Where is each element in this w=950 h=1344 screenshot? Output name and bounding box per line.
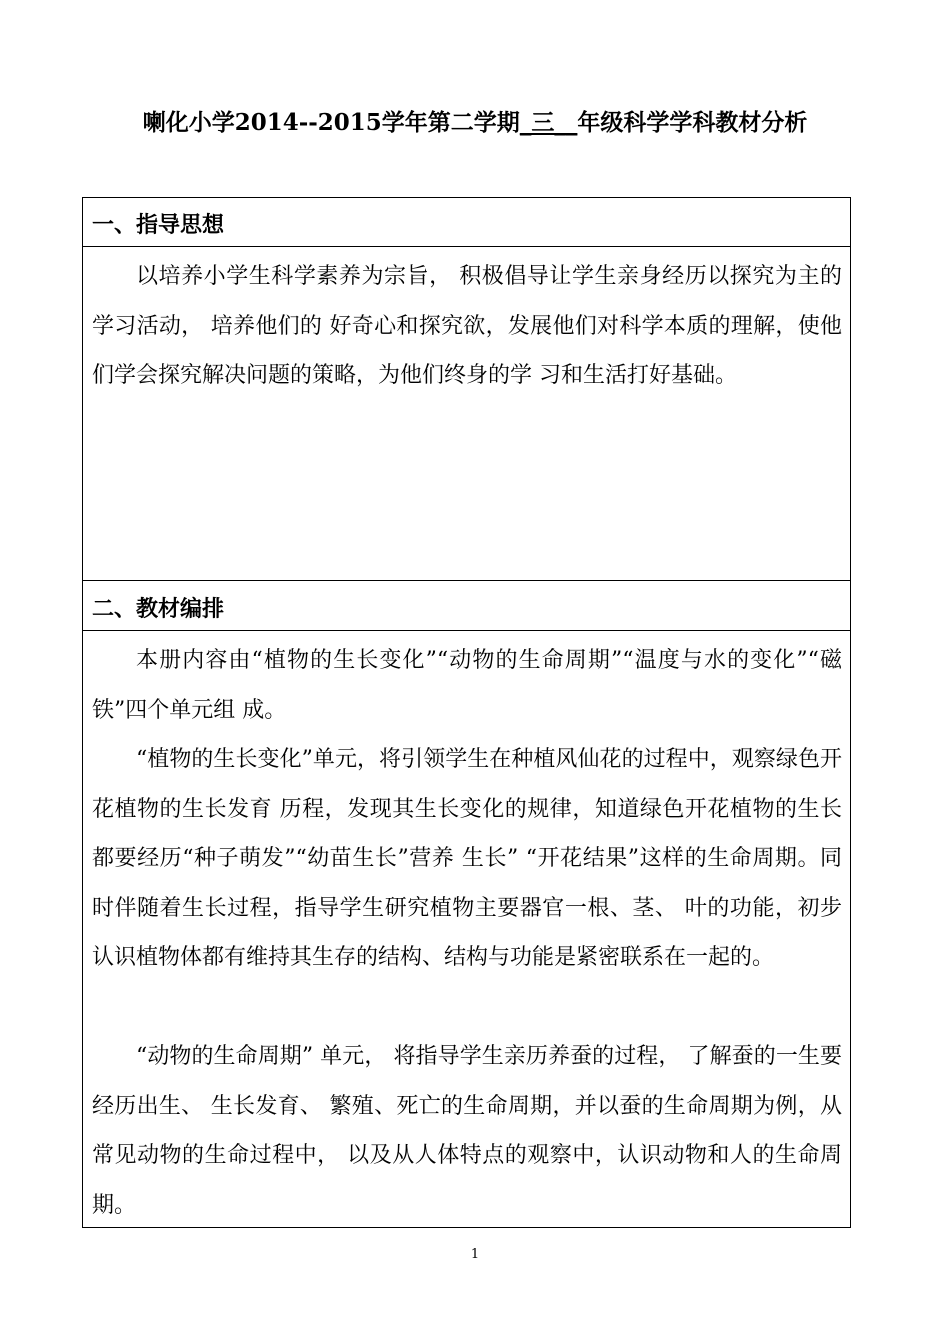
table-rule-3	[82, 630, 851, 631]
arrangement-paragraph-2: “植物的生长变化”单元，将引领学生在种植风仙花的过程中，观察绿色开花植物的生长发育 历程，发现其生长变化的规律，知道绿色开花植物的生长都要经历“种子萌发”“幼苗生长”营养 生长” “开花结果”这样的生命周期。同时伴随着生长过程，指导学生研究植物主要器官一根、茎、 叶的功能，初步认识植物体都有维持其生存的结构、结构与功能是紧密联系在一起的。	[92, 747, 842, 970]
section-heading-guiding-ideology: 一、指导思想	[92, 212, 225, 238]
table-rule-1	[82, 246, 851, 247]
title-suffix: 年级科学学科教材分析	[577, 109, 808, 136]
table-rule-2	[82, 580, 851, 581]
title-prefix: 喇化小学2014--2015学年第二学期	[142, 109, 520, 136]
page-number: 1	[470, 1247, 480, 1262]
arrangement-paragraph-1: 本册内容由“植物的生长变化”“动物的生命周期”“温度与水的变化”“磁铁”四个单元组 成。	[92, 648, 842, 723]
document-title	[60, 104, 890, 137]
title-grade-underlined: _三__	[519, 109, 578, 136]
section-heading-textbook-arrangement: 二、教材编排	[92, 596, 225, 622]
arrangement-paragraph-3: “动物的生命周期” 单元， 将指导学生亲历养蚕的过程， 了解蚕的一生要经历出生、 生长发育、 繁殖、死亡的生命周期，并以蚕的生命周期为例，从常见动物的生命过程中， 以及从人体特点的观察中，认识动物和人的生命周期。	[92, 1044, 842, 1218]
guiding-ideology-paragraph: 以培养小学生科学素养为宗旨， 积极倡导让学生亲身经历以探究为主的学习活动， 培养他们的 好奇心和探究欲，发展他们对科学本质的理解，使他们学会探究解决问题的策略，为他们终身的学 习和生活打好基础。	[92, 264, 842, 388]
